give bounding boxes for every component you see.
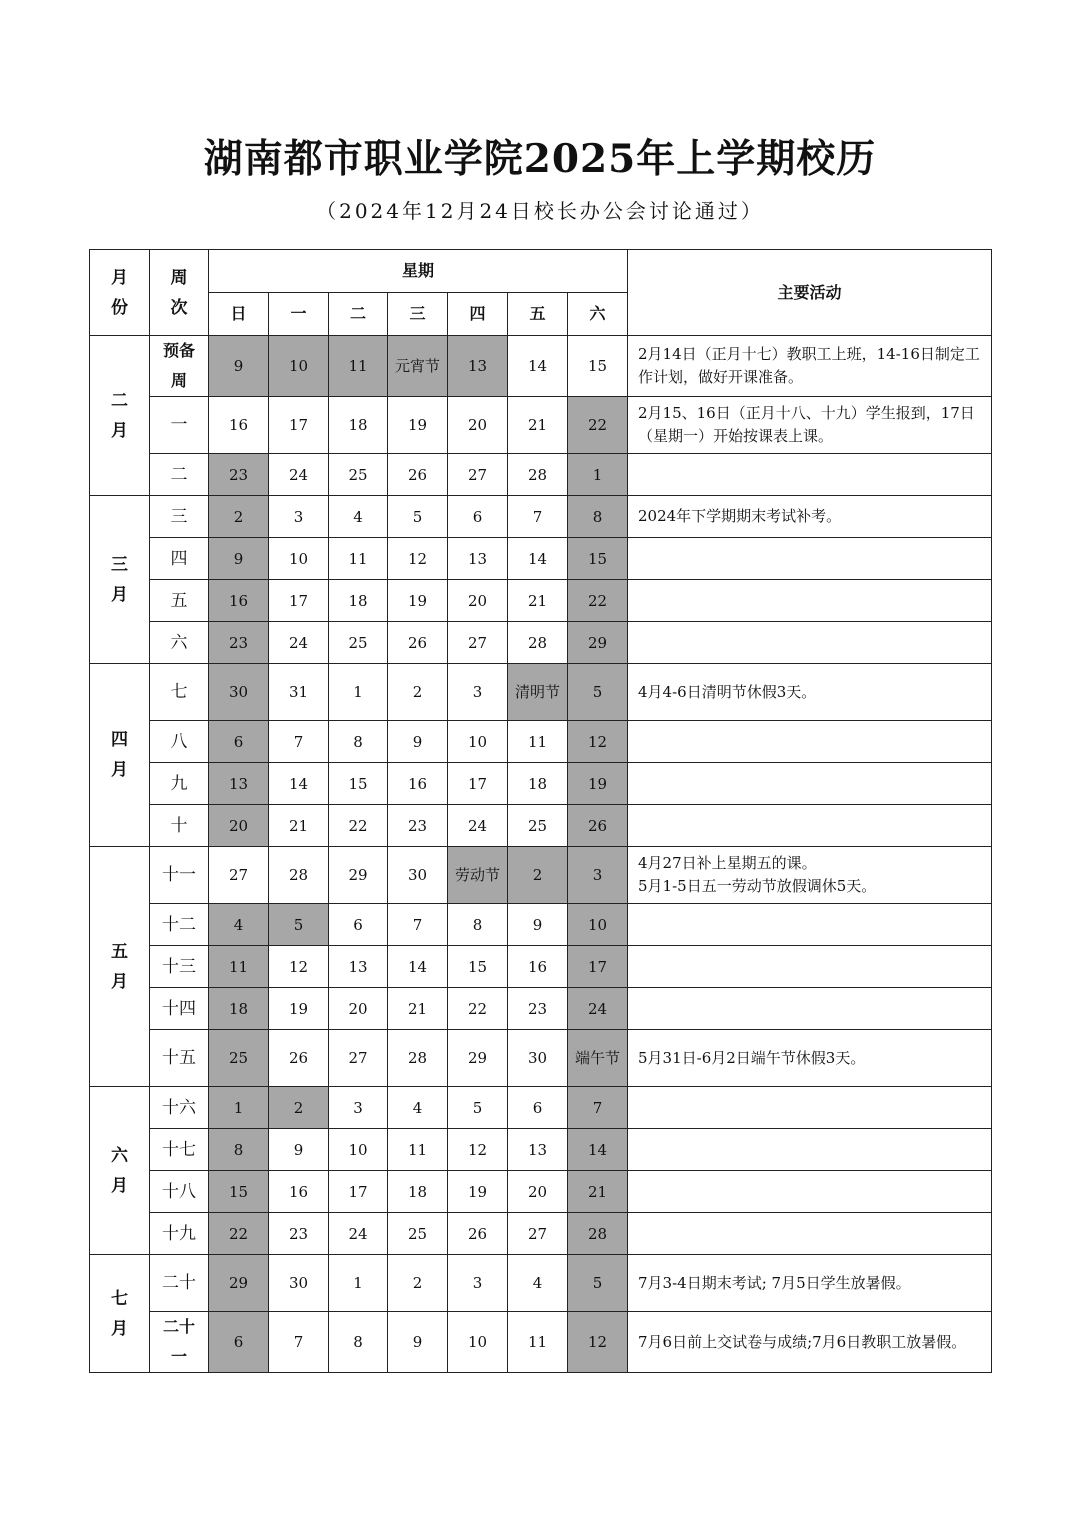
week-row (90, 538, 992, 580)
day-cell: 8 (568, 496, 628, 538)
day-cell: 11 (329, 538, 388, 580)
week-number: 二十 (150, 1255, 209, 1312)
day-cell: 15 (209, 1171, 269, 1213)
weekday-header: 三 (388, 293, 448, 336)
day-cell: 6 (209, 1312, 269, 1373)
day-cell: 10 (269, 538, 329, 580)
day-cell: 8 (448, 904, 508, 946)
month-label: 二月 (90, 336, 150, 496)
day-cell: 9 (388, 1312, 448, 1373)
week-number: 十三 (150, 946, 209, 988)
day-cell: 15 (568, 538, 628, 580)
day-cell: 2 (508, 847, 568, 904)
day-cell: 19 (568, 763, 628, 805)
week-row (90, 1030, 992, 1087)
week-number: 十八 (150, 1171, 209, 1213)
week-number: 二十一 (150, 1312, 209, 1373)
week-row (90, 397, 992, 454)
day-cell: 12 (568, 721, 628, 763)
day-cell: 11 (508, 721, 568, 763)
week-row (90, 946, 992, 988)
day-cell: 14 (388, 946, 448, 988)
holiday-cell: 劳动节 (448, 847, 508, 904)
day-cell: 30 (508, 1030, 568, 1087)
day-cell: 16 (508, 946, 568, 988)
day-cell: 11 (388, 1129, 448, 1171)
day-cell: 22 (448, 988, 508, 1030)
day-cell: 5 (269, 904, 329, 946)
day-cell: 5 (388, 496, 448, 538)
weekday-header: 一 (269, 293, 329, 336)
day-cell: 2 (269, 1087, 329, 1129)
day-cell: 25 (508, 805, 568, 847)
week-number: 六 (150, 622, 209, 664)
week-number: 十一 (150, 847, 209, 904)
week-number: 预备周 (150, 336, 209, 397)
day-cell: 10 (329, 1129, 388, 1171)
day-cell: 14 (568, 1129, 628, 1171)
week-number: 三 (150, 496, 209, 538)
day-cell: 5 (568, 664, 628, 721)
month-column-header: 月份 (90, 250, 150, 336)
day-cell: 14 (269, 763, 329, 805)
activity-cell: 7月3-4日期末考试; 7月5日学生放暑假。 (628, 1255, 992, 1312)
activity-cell (628, 946, 992, 988)
day-cell: 18 (329, 580, 388, 622)
day-cell: 27 (448, 454, 508, 496)
day-cell: 11 (329, 336, 388, 397)
day-cell: 15 (568, 336, 628, 397)
week-number: 四 (150, 538, 209, 580)
day-cell: 12 (568, 1312, 628, 1373)
day-cell: 6 (448, 496, 508, 538)
day-cell: 9 (508, 904, 568, 946)
day-cell: 19 (388, 397, 448, 454)
day-cell: 23 (269, 1213, 329, 1255)
month-label: 三月 (90, 496, 150, 664)
day-cell: 7 (568, 1087, 628, 1129)
day-cell: 1 (329, 1255, 388, 1312)
week-number: 十九 (150, 1213, 209, 1255)
activity-cell (628, 622, 992, 664)
day-cell: 24 (269, 622, 329, 664)
day-cell: 6 (508, 1087, 568, 1129)
week-number: 七 (150, 664, 209, 721)
day-cell: 19 (448, 1171, 508, 1213)
day-cell: 7 (508, 496, 568, 538)
weekday-header: 五 (508, 293, 568, 336)
page-subtitle: （2024年12月24日校长办公会讨论通过） (316, 199, 764, 223)
day-cell: 2 (388, 1255, 448, 1312)
week-row (90, 805, 992, 847)
day-cell: 29 (448, 1030, 508, 1087)
week-row (90, 763, 992, 805)
day-cell: 21 (388, 988, 448, 1030)
day-cell: 9 (269, 1129, 329, 1171)
weekday-header: 四 (448, 293, 508, 336)
day-cell: 8 (209, 1129, 269, 1171)
day-cell: 26 (388, 454, 448, 496)
day-cell: 27 (508, 1213, 568, 1255)
activity-cell: 7月6日前上交试卷与成绩;7月6日教职工放暑假。 (628, 1312, 992, 1373)
day-cell: 8 (329, 1312, 388, 1373)
day-cell: 13 (508, 1129, 568, 1171)
week-row (90, 664, 992, 721)
day-cell: 31 (269, 664, 329, 721)
day-cell: 3 (329, 1087, 388, 1129)
day-cell: 13 (209, 763, 269, 805)
day-cell: 26 (388, 622, 448, 664)
activity-cell (628, 1171, 992, 1213)
day-cell: 27 (209, 847, 269, 904)
day-cell: 26 (448, 1213, 508, 1255)
day-cell: 9 (209, 336, 269, 397)
day-cell: 24 (269, 454, 329, 496)
week-number: 十六 (150, 1087, 209, 1129)
day-cell: 5 (448, 1087, 508, 1129)
week-row (90, 988, 992, 1030)
day-cell: 29 (568, 622, 628, 664)
day-cell: 7 (388, 904, 448, 946)
activity-cell (628, 988, 992, 1030)
calendar-body (90, 336, 992, 1373)
day-cell: 12 (388, 538, 448, 580)
page-title: 湖南都市职业学院2025年上学期校历 (203, 136, 877, 182)
week-number: 十二 (150, 904, 209, 946)
day-cell: 3 (448, 1255, 508, 1312)
day-cell: 25 (329, 622, 388, 664)
day-cell: 15 (329, 763, 388, 805)
week-row (90, 496, 992, 538)
activity-cell: 4月27日补上星期五的课。 5月1-5日五一劳动节放假调休5天。 (628, 847, 992, 904)
day-cell: 13 (329, 946, 388, 988)
day-cell: 7 (269, 1312, 329, 1373)
day-cell: 22 (568, 397, 628, 454)
day-cell: 22 (209, 1213, 269, 1255)
day-cell: 11 (209, 946, 269, 988)
day-cell: 29 (329, 847, 388, 904)
day-cell: 8 (329, 721, 388, 763)
header-row-1 (90, 250, 992, 293)
day-cell: 16 (209, 580, 269, 622)
week-row (90, 1129, 992, 1171)
day-cell: 21 (269, 805, 329, 847)
week-number: 九 (150, 763, 209, 805)
activity-cell (628, 1129, 992, 1171)
day-cell: 3 (568, 847, 628, 904)
day-cell: 4 (209, 904, 269, 946)
day-cell: 1 (329, 664, 388, 721)
week-column-header: 周次 (150, 250, 209, 336)
week-number: 二 (150, 454, 209, 496)
day-cell: 3 (269, 496, 329, 538)
day-cell: 10 (448, 721, 508, 763)
day-cell: 23 (508, 988, 568, 1030)
day-cell: 24 (448, 805, 508, 847)
day-cell: 18 (508, 763, 568, 805)
day-cell: 1 (209, 1087, 269, 1129)
school-calendar-table (89, 249, 992, 1373)
day-cell: 20 (448, 397, 508, 454)
holiday-cell: 清明节 (508, 664, 568, 721)
activity-cell (628, 454, 992, 496)
week-row (90, 1171, 992, 1213)
day-cell: 26 (568, 805, 628, 847)
day-cell: 25 (329, 454, 388, 496)
day-cell: 24 (568, 988, 628, 1030)
day-cell: 20 (448, 580, 508, 622)
day-cell: 1 (568, 454, 628, 496)
week-row (90, 580, 992, 622)
day-cell: 14 (508, 336, 568, 397)
day-cell: 23 (209, 622, 269, 664)
week-row (90, 1312, 992, 1373)
day-cell: 26 (269, 1030, 329, 1087)
day-cell: 15 (448, 946, 508, 988)
day-cell: 2 (209, 496, 269, 538)
week-number: 八 (150, 721, 209, 763)
day-cell: 17 (329, 1171, 388, 1213)
day-cell: 6 (209, 721, 269, 763)
holiday-cell: 端午节 (568, 1030, 628, 1087)
day-cell: 10 (269, 336, 329, 397)
activities-column-header: 主要活动 (628, 250, 992, 336)
day-cell: 17 (448, 763, 508, 805)
day-cell: 23 (209, 454, 269, 496)
day-cell: 9 (388, 721, 448, 763)
day-cell: 30 (388, 847, 448, 904)
day-cell: 7 (269, 721, 329, 763)
activity-cell (628, 538, 992, 580)
day-cell: 3 (448, 664, 508, 721)
day-cell: 4 (329, 496, 388, 538)
day-cell: 20 (209, 805, 269, 847)
weekday-header: 二 (329, 293, 388, 336)
day-cell: 30 (209, 664, 269, 721)
activity-cell (628, 763, 992, 805)
week-number: 十四 (150, 988, 209, 1030)
day-cell: 11 (508, 1312, 568, 1373)
weekday-header: 六 (568, 293, 628, 336)
day-cell: 27 (329, 1030, 388, 1087)
activity-cell (628, 1087, 992, 1129)
holiday-cell: 元宵节 (388, 336, 448, 397)
activity-cell (628, 904, 992, 946)
activity-cell (628, 805, 992, 847)
day-cell: 9 (209, 538, 269, 580)
day-cell: 18 (209, 988, 269, 1030)
day-cell: 25 (209, 1030, 269, 1087)
week-number: 十七 (150, 1129, 209, 1171)
week-row (90, 721, 992, 763)
day-cell: 18 (388, 1171, 448, 1213)
day-cell: 19 (388, 580, 448, 622)
month-label: 四月 (90, 664, 150, 847)
day-cell: 22 (568, 580, 628, 622)
day-cell: 18 (329, 397, 388, 454)
day-cell: 12 (448, 1129, 508, 1171)
day-cell: 20 (329, 988, 388, 1030)
day-cell: 17 (568, 946, 628, 988)
day-cell: 4 (508, 1255, 568, 1312)
week-number: 一 (150, 397, 209, 454)
day-cell: 10 (568, 904, 628, 946)
week-row (90, 336, 992, 397)
day-cell: 2 (388, 664, 448, 721)
activity-cell: 5月31日-6月2日端午节休假3天。 (628, 1030, 992, 1087)
week-number: 五 (150, 580, 209, 622)
day-cell: 16 (209, 397, 269, 454)
week-number: 十五 (150, 1030, 209, 1087)
day-cell: 20 (508, 1171, 568, 1213)
day-cell: 13 (448, 336, 508, 397)
weekday-header: 日 (209, 293, 269, 336)
activity-cell (628, 580, 992, 622)
month-label: 五月 (90, 847, 150, 1087)
day-cell: 28 (269, 847, 329, 904)
day-cell: 4 (388, 1087, 448, 1129)
weekday-group-header: 星期 (209, 250, 628, 293)
activity-cell: 4月4-6日清明节休假3天。 (628, 664, 992, 721)
activity-cell (628, 721, 992, 763)
activity-cell (628, 1213, 992, 1255)
day-cell: 21 (568, 1171, 628, 1213)
day-cell: 14 (508, 538, 568, 580)
day-cell: 30 (269, 1255, 329, 1312)
day-cell: 12 (269, 946, 329, 988)
month-label: 七月 (90, 1255, 150, 1373)
day-cell: 25 (388, 1213, 448, 1255)
day-cell: 5 (568, 1255, 628, 1312)
day-cell: 22 (329, 805, 388, 847)
week-row (90, 1087, 992, 1129)
week-row (90, 1255, 992, 1312)
week-row (90, 454, 992, 496)
day-cell: 28 (508, 454, 568, 496)
month-label: 六月 (90, 1087, 150, 1255)
day-cell: 28 (388, 1030, 448, 1087)
week-number: 十 (150, 805, 209, 847)
day-cell: 28 (508, 622, 568, 664)
week-row (90, 622, 992, 664)
week-row (90, 1213, 992, 1255)
activity-cell: 2月14日（正月十七）教职工上班，14-16日制定工作计划，做好开课准备。 (628, 336, 992, 397)
activity-cell: 2024年下学期期末考试补考。 (628, 496, 992, 538)
day-cell: 10 (448, 1312, 508, 1373)
day-cell: 19 (269, 988, 329, 1030)
day-cell: 17 (269, 397, 329, 454)
week-row (90, 904, 992, 946)
day-cell: 21 (508, 580, 568, 622)
activity-cell: 2月15、16日（正月十八、十九）学生报到，17日（星期一）开始按课表上课。 (628, 397, 992, 454)
day-cell: 17 (269, 580, 329, 622)
day-cell: 28 (568, 1213, 628, 1255)
week-row (90, 847, 992, 904)
day-cell: 16 (269, 1171, 329, 1213)
day-cell: 23 (388, 805, 448, 847)
day-cell: 29 (209, 1255, 269, 1312)
day-cell: 16 (388, 763, 448, 805)
day-cell: 6 (329, 904, 388, 946)
day-cell: 21 (508, 397, 568, 454)
day-cell: 24 (329, 1213, 388, 1255)
day-cell: 27 (448, 622, 508, 664)
day-cell: 13 (448, 538, 508, 580)
